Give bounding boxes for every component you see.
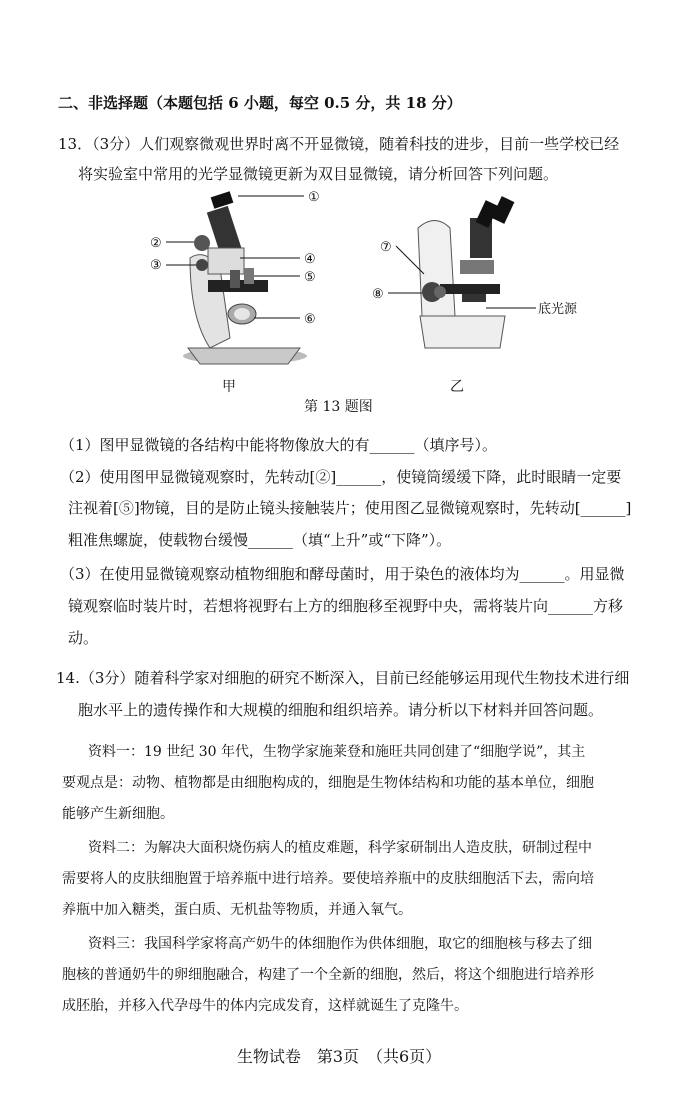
figure-caption: 第 13 题图 xyxy=(304,399,373,415)
label-8: ⑧ xyxy=(372,287,384,302)
label-3: ③ xyxy=(150,258,162,273)
material1-line1: 资料一：19 世纪 30 年代，生物学家施莱登和施旺共同创建了“细胞学说”，其主 xyxy=(88,744,586,760)
material3-line3: 成胚胎，并移入代孕母牛的体内完成发育，这样就诞生了克隆牛。 xyxy=(62,998,468,1014)
label-2: ② xyxy=(150,236,162,251)
q13-part3-line2: 镜观察临时装片时，若想将视野右上方的细胞移至视野中央，需将装片向______方移 xyxy=(68,597,624,615)
label-7: ⑦ xyxy=(380,240,392,255)
material2-line2: 需要将人的皮肤细胞置于培养瓶中进行培养。要使培养瓶中的皮肤细胞活下去，需向培 xyxy=(62,871,594,887)
q13-intro-line1: 13．（3分）人们观察微观世界时离不开显微镜，随着科技的进步，目前一些学校已经 xyxy=(58,135,620,153)
material1-line2: 要观点是：动物、植物都是由细胞构成的，细胞是生物体结构和功能的基本单位，细胞 xyxy=(62,775,594,791)
q14-intro-line1: 14.（3分）随着科学家对细胞的研究不断深入，目前已经能够运用现代生物技术进行细 xyxy=(56,669,630,687)
section-title: 二、非选择题（本题包括 6 小题，每空 0.5 分，共 18 分） xyxy=(58,94,462,112)
q13-part2-line3: 粗准焦螺旋，使载物台缓慢______（填“上升”或“下降”）。 xyxy=(68,531,452,549)
light-source-label: 底光源 xyxy=(538,302,578,317)
material2-line1: 资料二：为解决大面积烧伤病人的植皮难题，科学家研制出人造皮肤，研制过程中 xyxy=(88,840,592,856)
microscope-jia-icon xyxy=(183,191,307,364)
microscope-yi-icon xyxy=(418,196,514,348)
q13-part3-line3: 动。 xyxy=(68,629,99,647)
q13-intro-line2: 将实验室中常用的光学显微镜更新为双目显微镜，请分析回答下列问题。 xyxy=(78,165,559,183)
material3-line1: 资料三：我国科学家将高产奶牛的体细胞作为供体细胞，取它的细胞核与移去了细 xyxy=(88,936,592,952)
q13-part2-line1: （2）使用图甲显微镜观察时，先转动[②]______，使镜筒缓缓下降，此时眼睛一定要 xyxy=(60,468,622,486)
label-6: ⑥ xyxy=(304,312,316,327)
q13-part2-line2: 注视着[⑤]物镜，目的是防止镜头接触装片；使用图乙显微镜观察时，先转动[______] xyxy=(68,499,632,517)
material1-line3: 能够产生新细胞。 xyxy=(62,806,174,822)
q13-part3-line1: （3）在使用显微镜观察动植物细胞和酵母菌时，用于染色的液体均为______。用显微 xyxy=(60,565,625,583)
caption-yi: 乙 xyxy=(450,379,464,395)
label-1: ① xyxy=(308,190,320,205)
page-footer: 生物试卷 第3页 （共6页） xyxy=(236,1047,442,1066)
material2-line3: 养瓶中加入糖类，蛋白质、无机盐等物质，并通入氧气。 xyxy=(62,902,412,918)
q14-intro-line2: 胞水平上的遗传操作和大规模的细胞和组织培养。请分析以下材料并回答问题。 xyxy=(78,701,604,719)
q13-part1: （1）图甲显微镜的各结构中能将物像放大的有______（填序号）。 xyxy=(60,436,498,454)
label-4: ④ xyxy=(304,252,316,267)
material3-line2: 胞核的普通奶牛的卵细胞融合，构建了一个全新的细胞，然后，将这个细胞进行培养形 xyxy=(62,967,594,983)
label-5: ⑤ xyxy=(304,270,316,285)
caption-jia: 甲 xyxy=(222,379,236,395)
microscope-figure xyxy=(150,188,630,418)
